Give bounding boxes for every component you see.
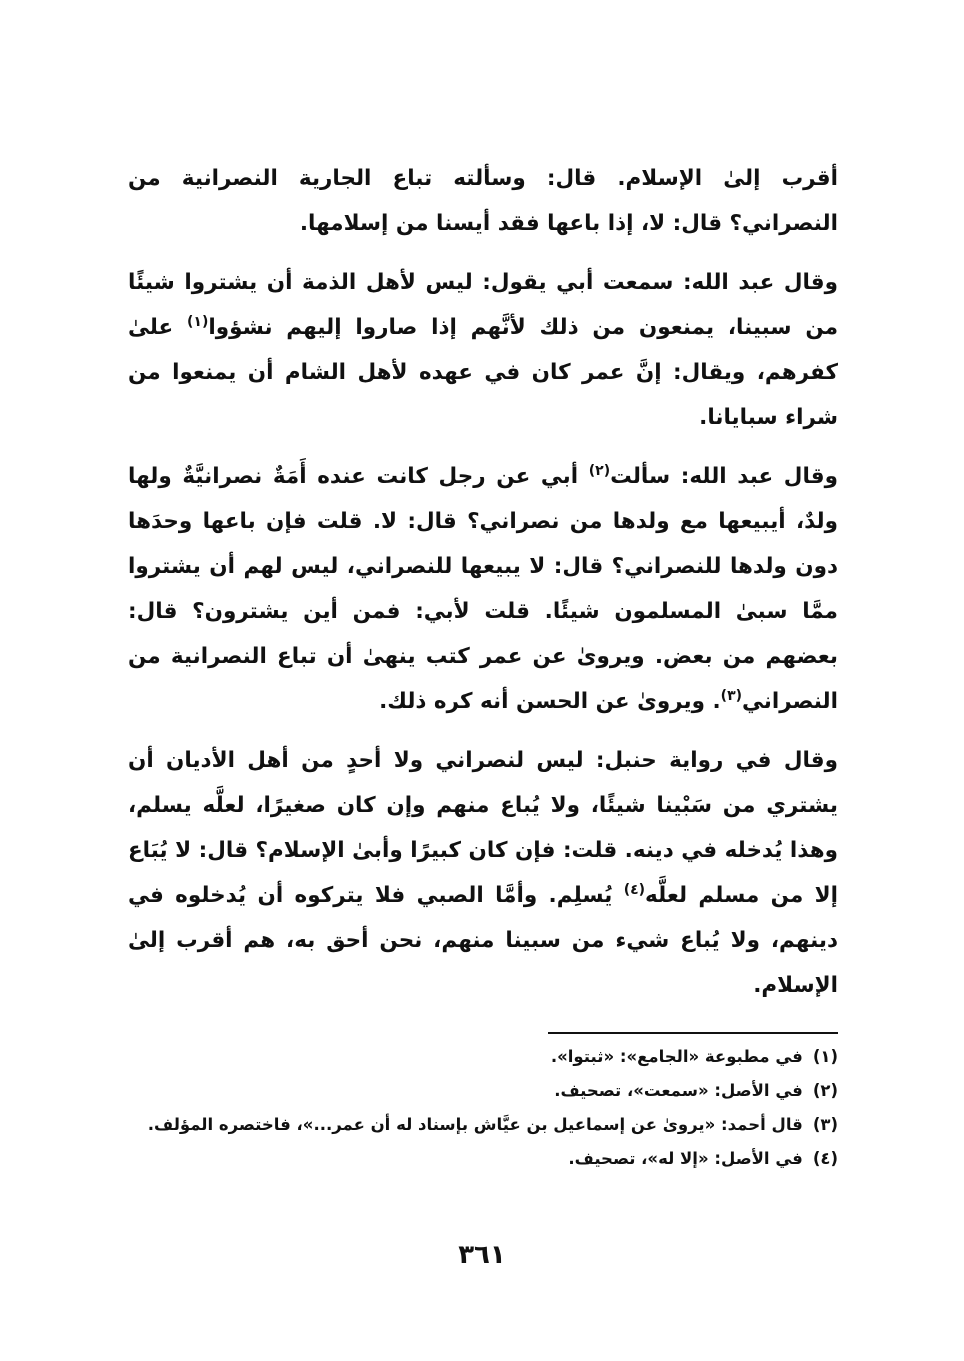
- paragraph-text: أقرب إلىٰ الإسلام. قال: وسألته تباع الجارية النصرانية من النصراني؟ قال: لا، إذا باعها فقد أيسنا من إسلامها.: [128, 166, 838, 236]
- footnote-marker-4[interactable]: (٤): [623, 881, 646, 898]
- footnote-separator: [548, 1032, 838, 1034]
- paragraph-text: أبي عن رجل كانت عنده أَمَةٌ نصرانيَّةٌ ولها ولدٌ، أيبيعها مع ولدها من نصراني؟ قال: لا. قلت فإن باعها وحدَها دون ولدها للنصراني؟ قال: لا يبيعها للنصراني، ليس لهم أن يشتروا ممَّا سبىٰ المسلمون شيئًا. قلت لأبي: فمن أين يشترون؟ قال: بعضهم من بعض. ويروىٰ عن عمر كتب ينهىٰ أن تباع النصرانية من النصراني: [128, 464, 838, 714]
- page-number: ٣٦١: [458, 1240, 506, 1270]
- footnote-marker-1[interactable]: (١): [187, 313, 209, 330]
- footnote-text: في الأصل: «إلا له»، تصحيف.: [568, 1149, 803, 1168]
- footnote-marker-2[interactable]: (٢): [588, 462, 611, 479]
- footnotes: [126, 1040, 838, 1176]
- paragraph-text: وقال عبد الله: سألت: [610, 464, 838, 489]
- paragraph-text: يُسلِم. وأمَّا الصبي فلا يتركوه أن يُدخلوه في دينهم، ولا يُباع شيء من سبينا منهم، نحن أحق به، هم أقرب إلىٰ الإسلام.: [128, 883, 838, 998]
- paragraph-1: [128, 156, 838, 246]
- paragraph-text: . ويروىٰ عن الحسن أنه كره ذلك.: [379, 689, 721, 714]
- paragraph-3: [128, 454, 838, 724]
- footnote-number: (٤): [812, 1149, 838, 1168]
- paragraph-text: وقال عبد الله: سمعت أبي يقول: ليس لأهل الذمة أن يشتروا شيئًا من سبينا، يمنعون من ذلك لأنَّهم إذا صاروا إليهم نشؤوا: [128, 270, 839, 340]
- footnote-2: [126, 1074, 838, 1108]
- footnote-number: (٣): [812, 1115, 838, 1134]
- footnote-4: [126, 1142, 838, 1176]
- footnote-3: [126, 1108, 838, 1142]
- footnote-1: [126, 1040, 838, 1074]
- footnote-number: (٢): [812, 1081, 838, 1100]
- footnote-text: في الأصل: «سمعت»، تصحيف.: [554, 1081, 803, 1100]
- paragraph-text: وقال في رواية حنبل: ليس لنصراني ولا أحدٍ من أهل الأديان أن يشتري من سَبْينا شيئًا، ولا يُباع منهم وإن كان صغيرًا، لعلَّه يسلم، وهذا يُدخله في دينه. قلت: فإن كان كبيرًا وأبىٰ الإسلام؟ قال: لا يُبَاع إلا من مسلم لعلَّه: [128, 748, 839, 908]
- paragraph-2: [128, 260, 838, 440]
- main-text: [128, 156, 838, 1022]
- footnote-marker-3[interactable]: (٣): [720, 687, 743, 704]
- footnote-text: في مطبوعة «الجامع»: «ثبتوا».: [550, 1047, 803, 1066]
- paragraph-4: [128, 738, 838, 1008]
- footnote-number: (١): [812, 1047, 838, 1066]
- footnote-text: قال أحمد: «يروىٰ عن إسماعيل بن عيَّاش بإسناد له أن عمر...»، فاختصره المؤلف.: [147, 1115, 803, 1134]
- paragraph-text: علىٰ كفرهم، ويقال: إنَّ عمر كان في عهده لأهل الشام أن يمنعوا من شراء سبايانا.: [128, 315, 838, 430]
